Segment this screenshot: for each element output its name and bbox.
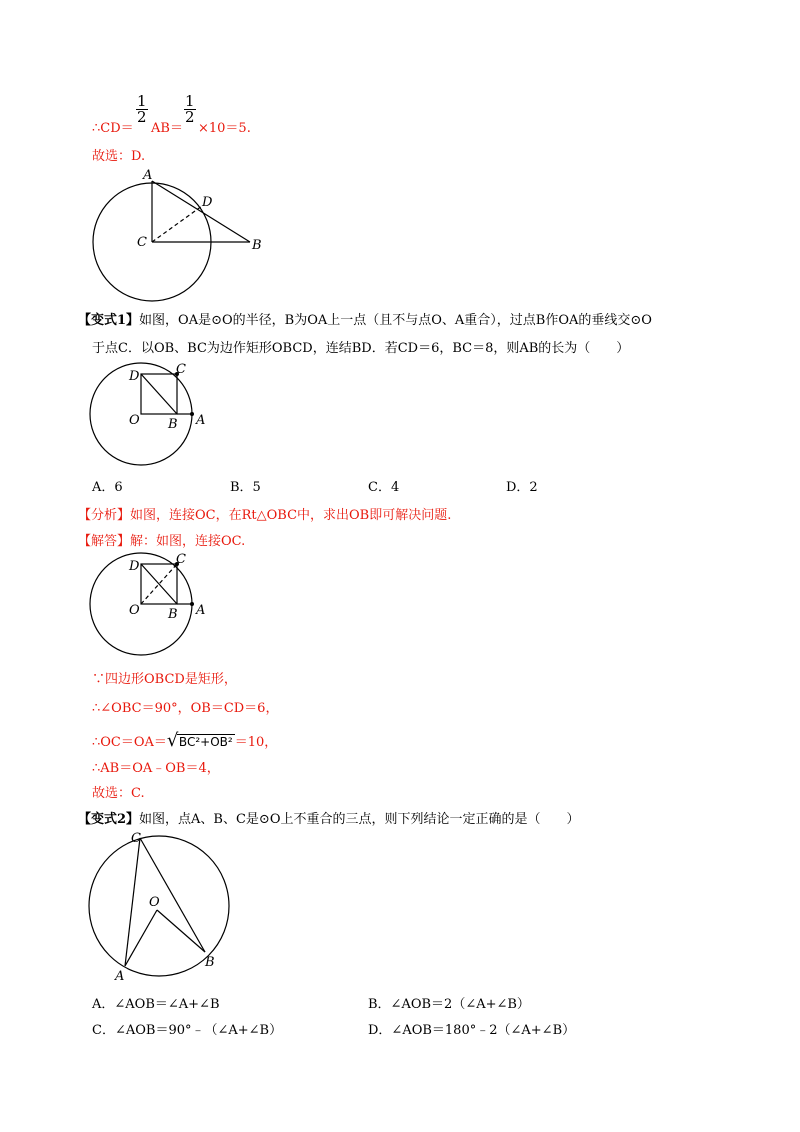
segment-ob [157,910,205,952]
label-c: C [131,831,141,846]
variation-1-line-1 [78,309,652,328]
diagonal-db [141,374,177,414]
solution-line-cd [92,117,134,136]
option-d[interactable]: D．∠AOB＝180°﹣2（∠A+∠B） [368,1023,576,1038]
step-angle: ∴∠OBC＝90°，OB＝CD＝6， [92,701,279,716]
label-a: A [115,969,125,984]
label-b: B [205,955,215,970]
variation-1-line-2: 于点C．以OB、BC为边作矩形OBCD，连结BD．若CD＝6，BC＝8，则AB的长为（ ） [92,341,630,356]
option-c[interactable]: C．∠AOB＝90°﹣（∠A+∠B） [92,1023,283,1038]
sqrt-prefix: ∴OC＝OA＝ [92,735,167,750]
option-a[interactable]: A．6 [92,480,123,495]
option-b[interactable]: B．∠AOB＝2（∠A+∠B） [368,997,530,1012]
figure-rectangle-obcd-dashed [85,550,225,660]
variation-1-tag: 【变式1】 [78,313,140,328]
label-d: D [202,195,213,210]
fraction-half-2 [184,94,196,125]
label-b: B [168,607,178,622]
point-a [190,412,194,416]
step-sqrt [92,731,277,750]
label-b: B [168,417,178,432]
segment-ab [152,181,250,242]
label-c: C [176,552,186,567]
variation-1-text: 如图，OA是⊙O的半径，B为OA上一点（且不与点O、A重合），过点B作OA的垂线交⊙O [139,313,652,328]
segment-cd-dashed [152,206,202,242]
choice-prev: 故选：D. [92,149,146,164]
figure-central-angle [85,830,245,990]
frac-denominator: 2 [137,108,147,126]
answer-text: 【解答】解：如图，连接OC. [78,534,246,549]
label-o: O [129,603,140,618]
sqrt-expression: √ BC²+OB² [166,730,233,751]
segment-ao [125,910,157,966]
step-ab: ∴AB＝OA﹣OB＝4， [92,761,220,776]
option-a[interactable]: A．∠AOB＝∠A+∠B [92,997,220,1012]
label-c: C [176,362,186,377]
frac-denominator: 2 [185,108,195,126]
label-a: A [196,603,206,618]
point-a [190,602,194,606]
label-b: B [252,238,262,253]
segment-ca [125,838,140,966]
choice-v1: 故选：C. [92,786,145,801]
step-rectangle: ∵四边形OBCD是矩形， [92,672,237,687]
label-d: D [129,369,140,384]
result-text: ×10＝5. [198,121,251,136]
ab-eq-text: AB＝ [151,121,183,136]
variation-2-line-1 [78,808,580,827]
label-c: C [137,235,147,250]
frac-numerator: 1 [137,92,147,110]
frac-numerator: 1 [185,92,195,110]
sqrt-result: ＝10， [234,735,278,750]
figure-circle-abcd [85,168,275,298]
option-b[interactable]: B．5 [230,480,261,495]
option-c[interactable]: C．4 [368,480,400,495]
label-o: O [129,413,140,428]
label-a: A [143,168,153,183]
cd-eq-text: ∴CD＝ [92,121,134,136]
label-a: A [196,413,206,428]
label-o: O [149,895,160,910]
figure-rectangle-obcd [85,360,225,470]
fraction-half-1 [136,94,148,125]
analysis-text: 【分析】如图，连接OC，在Rt△OBC中，求出OB即可解决问题. [78,508,452,523]
sqrt-radicand: BC²+OB² [178,735,233,749]
option-d[interactable]: D．2 [506,480,538,495]
label-d: D [129,559,140,574]
variation-2-tag: 【变式2】 [78,812,140,827]
variation-2-text: 如图，点A、B、C是⊙O上不重合的三点，则下列结论一定正确的是（ ） [139,812,580,827]
